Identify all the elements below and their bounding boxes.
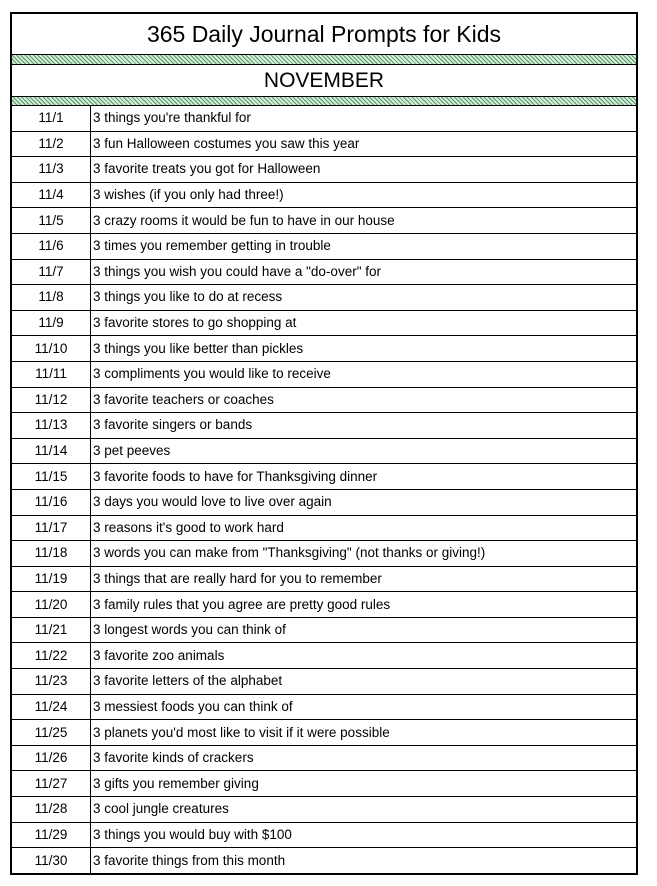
row-prompt: 3 favorite teachers or coaches	[91, 387, 637, 413]
table-row	[12, 106, 636, 131]
row-date: 11/18	[12, 541, 91, 567]
row-prompt: 3 compliments you would like to receive	[91, 361, 637, 387]
row-prompt: 3 pet peeves	[91, 438, 637, 464]
row-prompt: 3 days you would love to live over again	[91, 489, 637, 515]
table-row	[12, 541, 636, 567]
row-prompt: 3 family rules that you agree are pretty good rules	[91, 592, 637, 618]
table-row	[12, 310, 636, 336]
prompts-table	[12, 106, 636, 873]
row-date: 11/23	[12, 669, 91, 695]
row-date: 11/5	[12, 208, 91, 234]
row-date: 11/27	[12, 771, 91, 797]
row-prompt: 3 things you would buy with $100	[91, 822, 637, 848]
row-prompt: 3 gifts you remember giving	[91, 771, 637, 797]
row-prompt: 3 favorite kinds of crackers	[91, 745, 637, 771]
table-row	[12, 182, 636, 208]
row-date: 11/14	[12, 438, 91, 464]
row-date: 11/24	[12, 694, 91, 720]
row-prompt: 3 things you wish you could have a "do-over" for	[91, 259, 637, 285]
row-date: 11/26	[12, 745, 91, 771]
table-row	[12, 259, 636, 285]
table-row	[12, 771, 636, 797]
table-row	[12, 489, 636, 515]
row-prompt: 3 favorite foods to have for Thanksgiving dinner	[91, 464, 637, 490]
row-prompt: 3 fun Halloween costumes you saw this year	[91, 131, 637, 157]
row-date: 11/12	[12, 387, 91, 413]
row-prompt: 3 reasons it's good to work hard	[91, 515, 637, 541]
row-date: 11/3	[12, 157, 91, 183]
row-prompt: 3 planets you'd most like to visit if it were possible	[91, 720, 637, 746]
row-date: 11/8	[12, 285, 91, 311]
row-prompt: 3 things you like better than pickles	[91, 336, 637, 362]
table-row	[12, 208, 636, 234]
row-date: 11/11	[12, 361, 91, 387]
table-row	[12, 848, 636, 873]
row-prompt: 3 favorite things from this month	[93, 852, 286, 868]
row-prompt: 3 cool jungle creatures	[91, 797, 637, 823]
table-row	[12, 464, 636, 490]
row-date: 11/20	[12, 592, 91, 618]
row-prompt: 3 wishes (if you only had three!)	[91, 182, 637, 208]
decorative-stripe	[12, 97, 636, 106]
table-row	[12, 515, 636, 541]
table-row	[12, 157, 636, 183]
table-row	[12, 720, 636, 746]
table-row	[12, 336, 636, 362]
row-prompt: 3 things you like to do at recess	[91, 285, 637, 311]
row-prompt: 3 words you can make from "Thanksgiving" (not thanks or giving!)	[91, 541, 637, 567]
row-prompt: 3 messiest foods you can think of	[91, 694, 637, 720]
row-prompt: 3 things that are really hard for you to remember	[91, 566, 637, 592]
row-prompt: 3 favorite zoo animals	[91, 643, 637, 669]
row-date: 11/2	[12, 131, 91, 157]
row-prompt: 3 favorite stores to go shopping at	[91, 310, 637, 336]
table-row	[12, 233, 636, 259]
table-row	[12, 285, 636, 311]
row-prompt: 3 favorite treats you got for Halloween	[91, 157, 637, 183]
table-row	[12, 694, 636, 720]
table-row	[12, 413, 636, 439]
row-prompt: 3 things you're thankful for	[91, 106, 637, 131]
table-row	[12, 822, 636, 848]
table-row	[12, 617, 636, 643]
table-row	[12, 438, 636, 464]
row-date: 11/15	[12, 464, 91, 490]
row-prompt: 3 longest words you can think of	[91, 617, 637, 643]
row-date: 11/25	[12, 720, 91, 746]
row-date: 11/30	[12, 848, 91, 873]
table-row	[12, 797, 636, 823]
table-row	[12, 745, 636, 771]
table-row	[12, 592, 636, 618]
month-heading: NOVEMBER	[12, 65, 636, 97]
journal-sheet	[10, 12, 638, 875]
row-date: 11/9	[12, 310, 91, 336]
row-prompt: 3 favorite singers or bands	[91, 413, 637, 439]
table-row	[12, 387, 636, 413]
row-date: 11/1	[12, 106, 91, 131]
table-row	[12, 131, 636, 157]
row-date: 11/21	[12, 617, 91, 643]
row-prompt: 3 favorite letters of the alphabet	[91, 669, 637, 695]
row-date: 11/29	[12, 822, 91, 848]
row-date: 11/7	[12, 259, 91, 285]
row-date: 11/28	[12, 797, 91, 823]
row-date: 11/16	[12, 489, 91, 515]
table-row	[12, 669, 636, 695]
row-date: 11/22	[12, 643, 91, 669]
row-date: 11/4	[12, 182, 91, 208]
page-title: 365 Daily Journal Prompts for Kids	[12, 14, 636, 55]
table-row	[12, 643, 636, 669]
row-date: 11/13	[12, 413, 91, 439]
row-date: 11/6	[12, 233, 91, 259]
row-prompt: 3 crazy rooms it would be fun to have in our house	[91, 208, 637, 234]
row-date: 11/19	[12, 566, 91, 592]
table-row	[12, 361, 636, 387]
decorative-stripe	[12, 55, 636, 65]
row-prompt: 3 times you remember getting in trouble	[91, 233, 637, 259]
table-row	[12, 566, 636, 592]
row-date: 11/17	[12, 515, 91, 541]
row-date: 11/10	[12, 336, 91, 362]
